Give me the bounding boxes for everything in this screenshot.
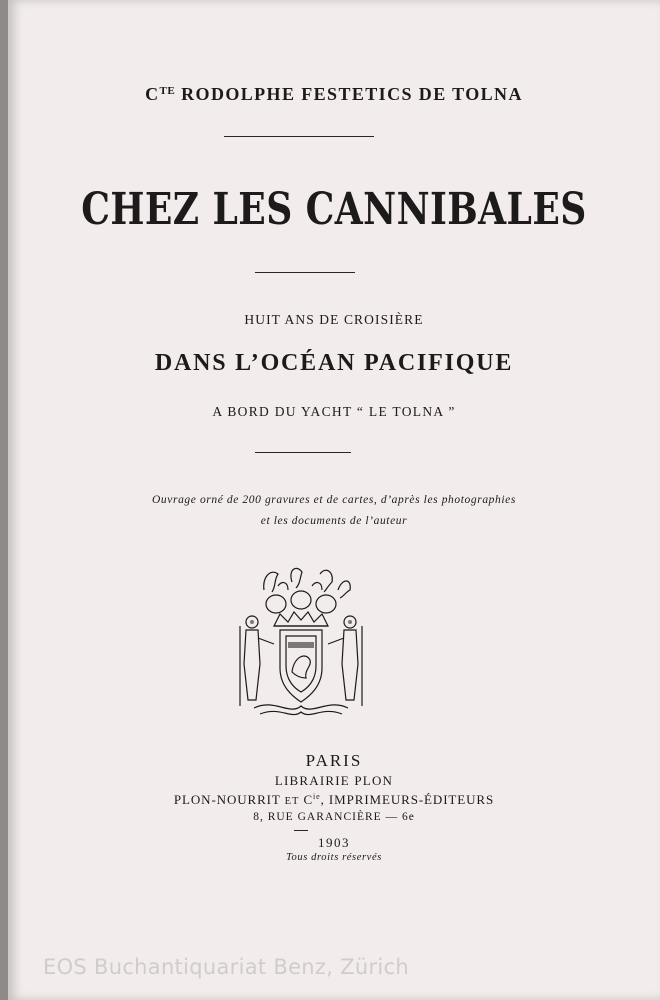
imprint-address: 8, RUE GARANCIÈRE — 6e xyxy=(253,811,415,823)
description-line-2: et les documents de l’auteur xyxy=(260,515,408,527)
watermark: EOS Buchantiquariat Benz, Zürich xyxy=(43,955,410,979)
imprint-publisher: LIBRAIRIE PLON xyxy=(274,773,394,788)
imprint-year: 1903 xyxy=(318,835,350,850)
subtitle-line-2: DANS L’OCÉAN PACIFIQUE xyxy=(154,350,514,376)
printer-et: ET xyxy=(284,796,300,807)
printer-role: , IMPRIMEURS-ÉDITEURS xyxy=(320,792,495,807)
author-prefix-superscript: TE xyxy=(159,85,176,97)
divider xyxy=(255,452,351,453)
imprint-city: PARIS xyxy=(305,751,363,770)
subtitle-line-3: A BORD DU YACHT “ LE TOLNA ” xyxy=(212,404,456,419)
title-page xyxy=(8,0,660,1000)
description-line-1: Ouvrage orné de 200 gravures et de cartes, d’après les photographies xyxy=(152,494,516,506)
printer-c: C xyxy=(303,792,314,807)
author-name: RODOLPHE FESTETICS DE TOLNA xyxy=(181,84,523,104)
printer-name: PLON-NOURRIT xyxy=(173,792,281,807)
divider xyxy=(224,136,374,137)
author-line xyxy=(8,84,660,105)
short-divider xyxy=(294,830,308,831)
imprint-printer xyxy=(8,792,660,808)
divider xyxy=(255,272,355,273)
printer-c-superscript: ie xyxy=(313,792,321,801)
coat-of-arms-icon xyxy=(234,560,368,720)
rights-notice: Tous droits réservés xyxy=(286,852,382,863)
book-title: CHEZ LES CANNIBALES xyxy=(81,184,587,235)
subtitle-line-1: HUIT ANS DE CROISIÈRE xyxy=(244,312,424,327)
author-prefix: C xyxy=(145,84,160,104)
